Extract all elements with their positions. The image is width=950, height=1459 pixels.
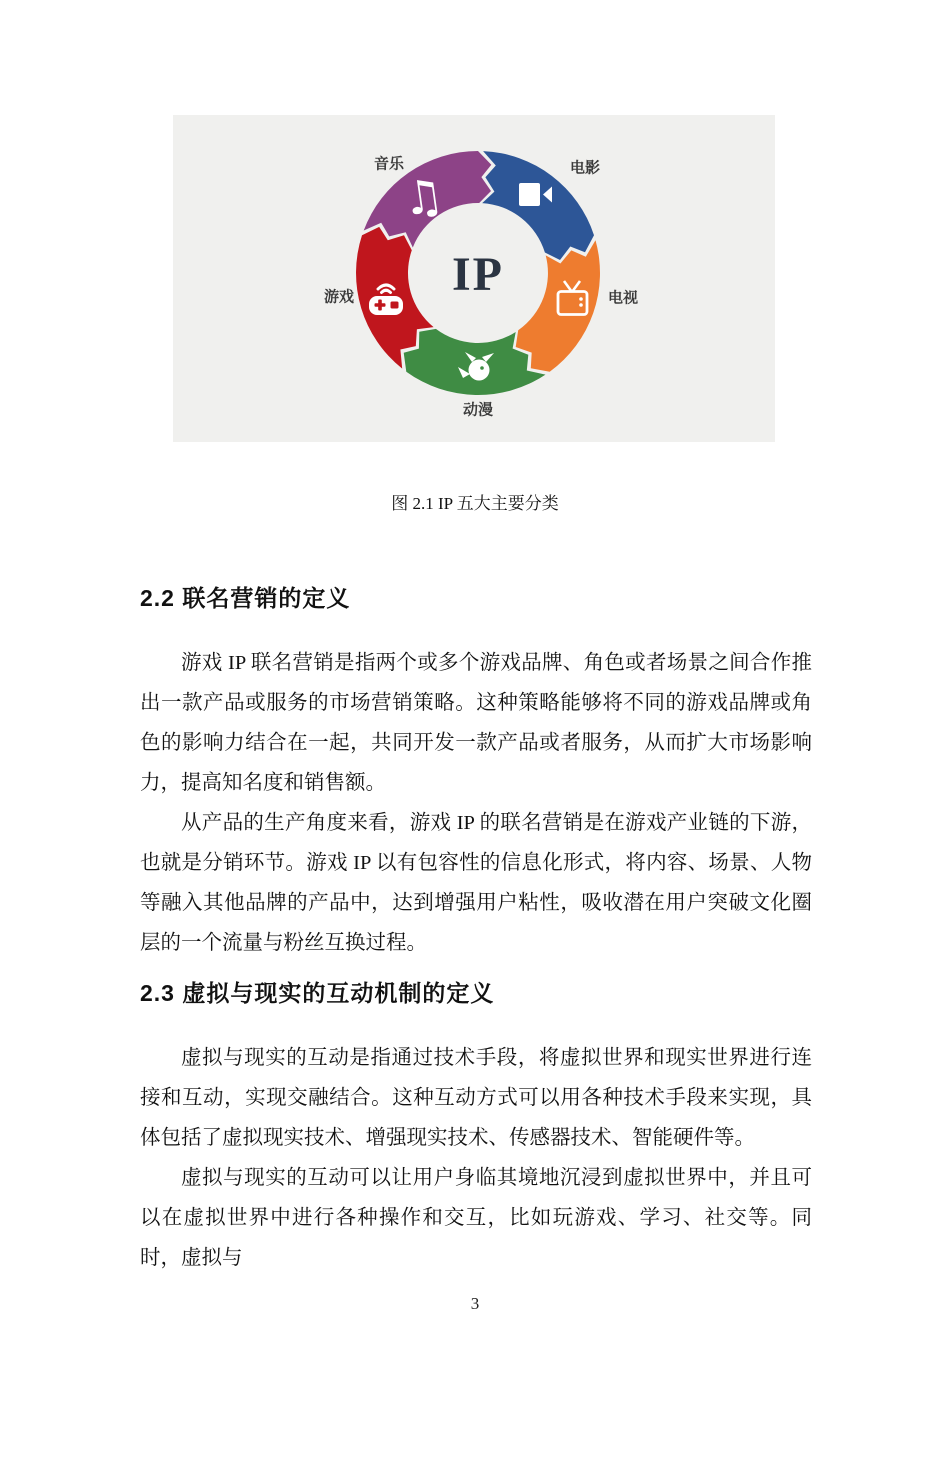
ip-categories-figure	[173, 115, 775, 442]
segment-label-movie: 电影	[569, 159, 601, 177]
paragraph: 虚拟与现实的互动是指通过技术手段，将虚拟世界和现实世界进行连接和互动，实现交融结合。这种互动方式可以用各种技术手段来实现，具体包括了虚拟现实技术、增强现实技术、传感器技术、智能硬件等。	[140, 1047, 812, 1149]
segment-label-tv: 电视	[607, 289, 639, 307]
segment-label-anime: 动漫	[462, 401, 494, 419]
svg-text:♫: ♫	[398, 167, 448, 227]
music-note-icon	[399, 167, 447, 226]
section-heading-2-2: 2.2 联名营销的定义	[140, 585, 351, 611]
page-number: 3	[470, 1294, 480, 1313]
section-heading-2-3: 2.3 虚拟与现实的互动机制的定义	[140, 980, 495, 1006]
paragraph: 游戏 IP 联名营销是指两个或多个游戏品牌、角色或者场景之间合作推出一款产品或服务的市场营销策略。这种策略能够将不同的游戏品牌或角色的影响力结合在一起，共同开发一款产品或者服务，从而扩大市场影响力，提高知名度和销售额。	[140, 652, 812, 794]
paragraph: 从产品的生产角度来看，游戏 IP 的联名营销是在游戏产业链的下游，也就是分销环节。游戏 IP 以有包容性的信息化形式，将内容、场景、人物等融入其他品牌的产品中，达到增强用户粘性，吸收潜在用户突破文化圈层的一个流量与粉丝互换过程。	[140, 812, 812, 954]
segment-label-game: 游戏	[323, 288, 355, 306]
document-page	[0, 115, 950, 1314]
ip-center-label: IP	[452, 248, 504, 301]
ip-ring-diagram	[173, 115, 775, 442]
segment-label-music: 音乐	[373, 155, 405, 173]
paragraph: 虚拟与现实的互动可以让用户身临其境地沉浸到虚拟世界中，并且可以在虚拟世界中进行各种操作和交互，比如玩游戏、学习、社交等。同时，虚拟与	[140, 1167, 812, 1269]
figure-caption: 图 2.1 IP 五大主要分类	[391, 494, 559, 513]
